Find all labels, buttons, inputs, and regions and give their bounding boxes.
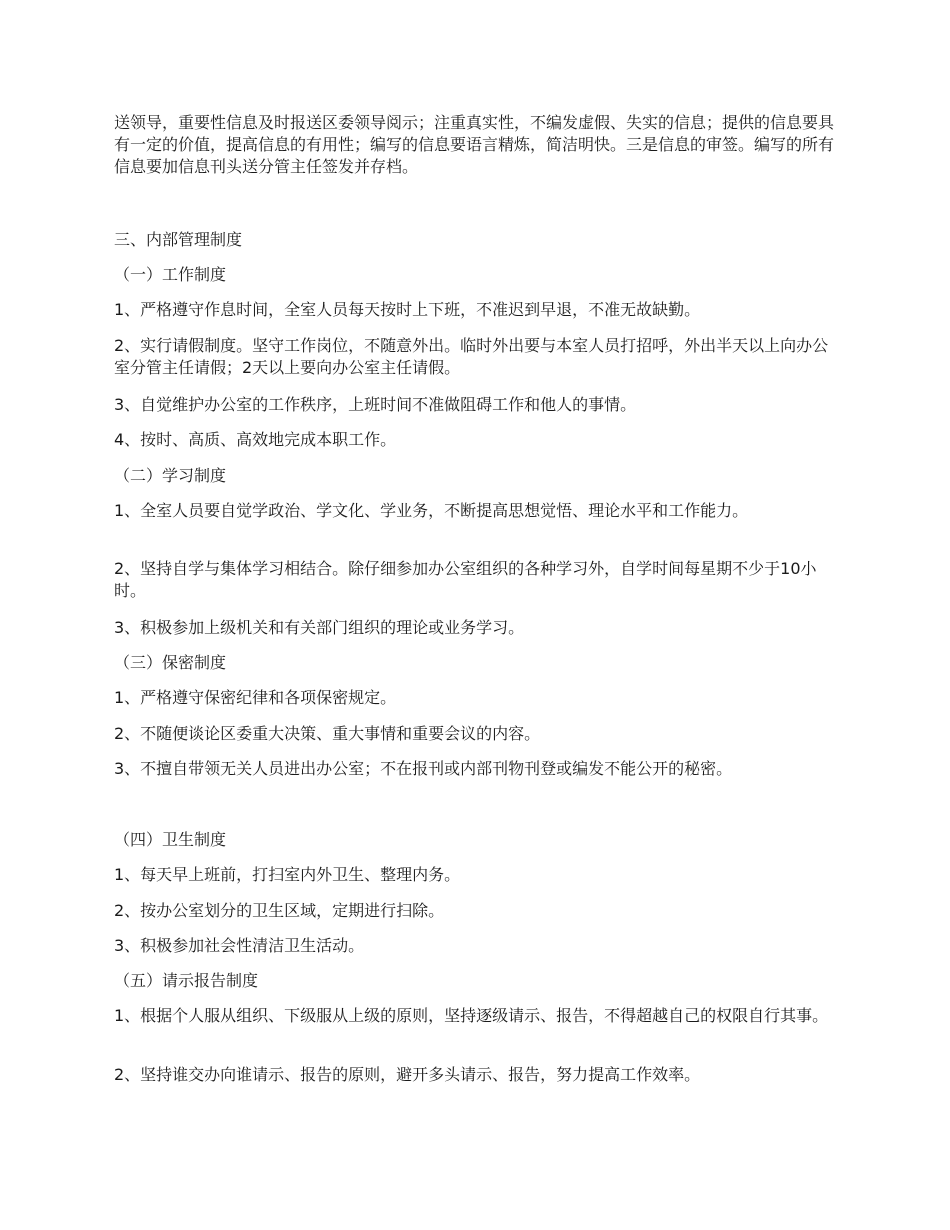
- list-item: 1、严格遵守保密纪律和各项保密规定。: [114, 688, 397, 707]
- subsection-heading-hygiene-system: （四）卫生制度: [114, 830, 227, 849]
- list-item: 1、全室人员要自觉学政治、学文化、学业务，不断提高思想觉悟、理论水平和工作能力。: [114, 501, 749, 520]
- list-item: 3、积极参加社会性清洁卫生活动。: [114, 936, 365, 955]
- list-item: 2、按办公室划分的卫生区域，定期进行扫除。: [114, 901, 445, 920]
- subsection-heading-work-system: （一）工作制度: [114, 265, 227, 284]
- paragraph-info-review: 送领导，重要性信息及时报送区委领导阅示；注重真实性，不编发虚假、失实的信息；提供的信息要具有一定的价值，提高信息的有用性；编写的信息要语言精炼，简洁明快。三是信息的审签。编写的所有信息要加信息刊头送分管主任签发并存档。: [114, 113, 835, 176]
- list-item: 1、严格遵守作息时间，全室人员每天按时上下班，不准迟到早退，不准无故缺勤。: [114, 300, 701, 319]
- section-heading-internal-management: 三、内部管理制度: [114, 230, 243, 249]
- subsection-heading-study-system: （二）学习制度: [114, 466, 227, 485]
- list-item: 1、每天早上班前，打扫室内外卫生、整理内务。: [114, 865, 461, 884]
- list-item: 3、自觉维护办公室的工作秩序，上班时间不准做阻碍工作和他人的事情。: [114, 395, 637, 414]
- list-item: 1、根据个人服从组织、下级服从上级的原则，坚持逐级请示、报告，不得超越自己的权限自行其事。: [114, 1006, 829, 1025]
- list-item: 3、不擅自带领无关人员进出办公室；不在报刊或内部刊物刊登或编发不能公开的秘密。: [114, 759, 733, 778]
- subsection-heading-confidentiality-system: （三）保密制度: [114, 653, 227, 672]
- list-item: 2、不随便谈论区委重大决策、重大事情和重要会议的内容。: [114, 724, 541, 743]
- list-item: 2、坚持谁交办向谁请示、报告的原则，避开多头请示、报告，努力提高工作效率。: [114, 1065, 701, 1084]
- list-item: 4、按时、高质、高效地完成本职工作。: [114, 430, 397, 449]
- list-item: 3、积极参加上级机关和有关部门组织的理论或业务学习。: [114, 618, 525, 637]
- list-item: 2、实行请假制度。坚守工作岗位，不随意外出。临时外出要与本室人员打招呼，外出半天以上向办公室分管主任请假；2天以上要向办公室主任请假。: [114, 336, 829, 377]
- list-item: 2、坚持自学与集体学习相结合。除仔细参加办公室组织的各种学习外，自学时间每星期不少于10小时。: [114, 559, 817, 600]
- subsection-heading-report-system: （五）请示报告制度: [114, 971, 259, 990]
